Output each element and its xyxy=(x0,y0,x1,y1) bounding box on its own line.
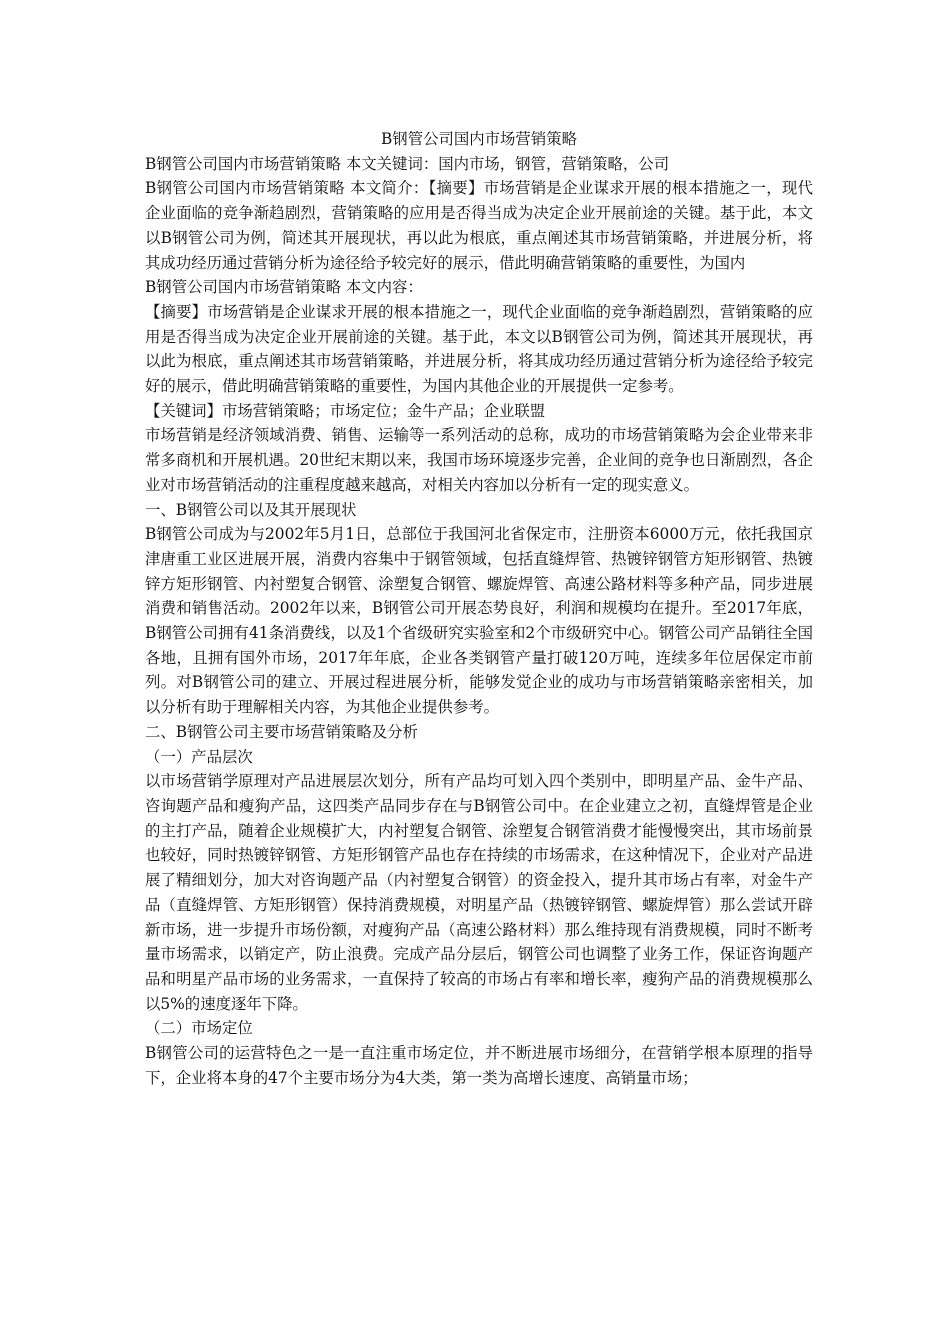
section-2-heading: 二、B钢管公司主要市场营销策略及分析 xyxy=(145,722,418,741)
keywords-paragraph: 【关键词】市场营销策略；市场定位；金牛产品；企业联盟 xyxy=(145,401,546,420)
subsection-2-body: B钢管公司的运营特色之一是一直注重市场定位，并不断进展市场细分，在营销学根本原理的指导下，企业将本身的47个主要市场分为4大类，第一类为高增长速度、高销量市场； xyxy=(145,1044,813,1087)
subsection-2-heading: （二）市场定位 xyxy=(145,1019,253,1038)
subsection-1-heading: （一）产品层次 xyxy=(145,747,253,766)
document-body xyxy=(145,127,813,1090)
abstract-paragraph: 【摘要】市场营销是企业谋求开展的根本措施之一，现代企业面临的竞争渐趋剧烈，营销策略的应用是否得当成为决定企业开展前途的关键。基于此，本文以B钢管公司为例，简述其开展现状，再以此为根底，重点阐述其市场营销策略，并进展分析，将其成功经历通过营销分析为途径给予较完好的展示，借此明确营销策略的重要性，为国内其他企业的开展提供一定参考。 xyxy=(145,302,813,396)
section-1-heading: 一、B钢管公司以及其开展现状 xyxy=(145,500,357,519)
keywords-line: B钢管公司国内市场营销策略 本文关键词：国内市场，钢管，营销策略，公司 xyxy=(145,154,670,173)
document-title: B钢管公司国内市场营销策略 xyxy=(381,130,577,148)
subsection-1-body: 以市场营销学原理对产品进展层次划分，所有产品均可划入四个类别中，即明星产品、金牛产品、咨询题产品和瘦狗产品，这四类产品同步存在与B钢管公司中。在企业建立之初，直缝焊管是企业的主打产品，随着企业规模扩大，内衬塑复合钢管、涂塑复合钢管消费才能慢慢突出，其市场前景也较好，同时热镀锌钢管、方矩形钢管产品也存在持续的市场需求，在这种情况下，企业对产品进展了精细划分，加大对咨询题产品（内衬塑复合钢管）的资金投入，提升其市场占有率，对金牛产品（直缝焊管、方矩形钢管）保持消费规模，对明星产品（热镀锌钢管、螺旋焊管）那么尝试开辟新市场，进一步提升市场份额，对瘦狗产品（高速公路材料）那么维持现有消费规模，同时不断考量市场需求，以销定产，防止浪费。完成产品分层后，钢管公司也调整了业务工作，保证咨询题产品和明星产品市场的业务需求，一直保持了较高的市场占有率和增长率，瘦狗产品的消费规模那么以5%的速度逐年下降。 xyxy=(145,772,813,1013)
summary-line: B钢管公司国内市场营销策略 本文简介：【摘要】市场营销是企业谋求开展的根本措施之一，现代企业面临的竞争渐趋剧烈，营销策略的应用是否得当成为决定企业开展前途的关键。基于此，本文以B钢管公司为例，简述其开展现状，再以此为根底，重点阐述其市场营销策略，并进展分析，将其成功经历通过营销分析为途径给予较完好的展示，借此明确营销策略的重要性，为国内 xyxy=(145,179,813,272)
intro-paragraph: 市场营销是经济领域消费、销售、运输等一系列活动的总称，成功的市场营销策略为会企业带来非常多商机和开展机遇。20世纪末期以来，我国市场环境逐步完善，企业间的竞争也日渐剧烈，各企业对市场营销活动的注重程度越来越高，对相关内容加以分析有一定的现实意义。 xyxy=(145,426,813,494)
section-1-body: B钢管公司成为与2002年5月1日，总部位于我国河北省保定市，注册资本6000万元，依托我国京津唐重工业区进展开展，消费内容集中于钢管领域，包括直缝焊管、热镀锌钢管方矩形钢管、热镀锌方矩形钢管、内衬塑复合钢管、涂塑复合钢管、螺旋焊管、高速公路材料等多种产品，同步进展消费和销售活动。2002年以来，B钢管公司开展态势良好，利润和规模均在提升。至2017年底，B钢管公司拥有41条消费线，以及1个省级研究实验室和2个市级研究中心。钢管公司产品销往全国各地，且拥有国外市场，2017年年底，企业各类钢管产量打破120万吨，连续多年位居保定市前列。对B钢管公司的建立、开展过程进展分析，能够发觉企业的成功与市场营销策略亲密相关，加以分析有助于理解相关内容，为其他企业提供参考。 xyxy=(145,525,813,717)
content-line: B钢管公司国内市场营销策略 本文内容： xyxy=(145,278,423,297)
